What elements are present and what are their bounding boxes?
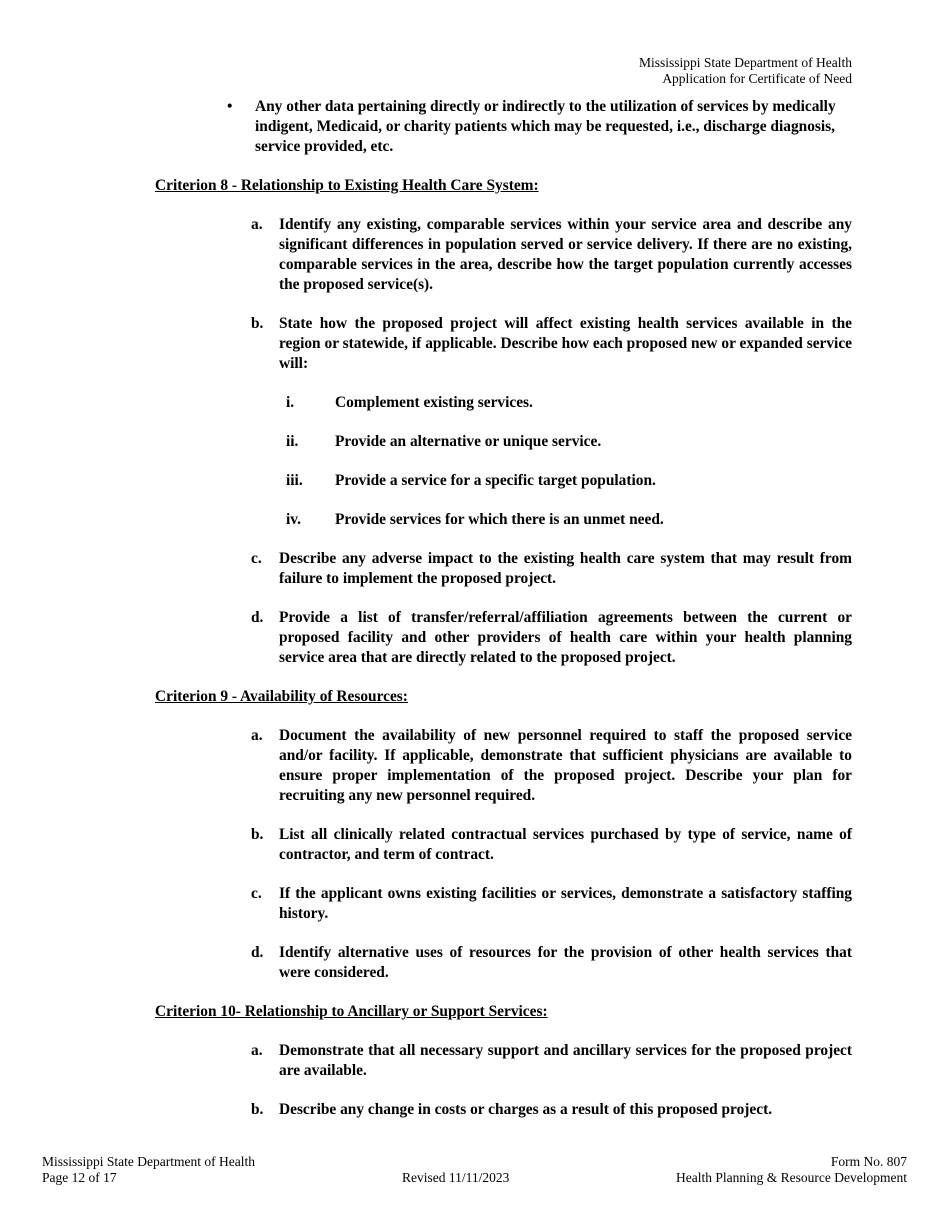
item-label: a.: [251, 727, 263, 744]
bullet-text: Any other data pertaining directly or indirectly to the utilization of services by medically indigent, Medicaid, or charity patients which may be requested, i.e., discharge diagnosis, service provided, etc.: [255, 98, 836, 155]
subitem-text: Provide an alternative or unique service.: [335, 433, 602, 450]
item-label: b.: [251, 826, 264, 843]
item-label: a.: [251, 1042, 263, 1059]
criterion-8-subitem-i: [155, 393, 852, 413]
header-form-title: Application for Certificate of Need: [662, 71, 852, 86]
subitem-text: Complement existing services.: [335, 394, 533, 411]
item-label: c.: [251, 885, 262, 902]
footer-revision-date: Revised 11/11/2023: [402, 1170, 510, 1185]
footer-left: [42, 1154, 255, 1186]
header-agency: Mississippi State Department of Health: [639, 55, 852, 70]
criterion-10-heading: Criterion 10- Relationship to Ancillary or Support Services:: [155, 1003, 548, 1020]
item-text: List all clinically related contractual services purchased by type of service, name of contractor, and term of contract.: [279, 826, 852, 863]
item-label: c.: [251, 550, 262, 567]
item-text: Provide a list of transfer/referral/affiliation agreements between the current or proposed facility and other providers of health care within your health planning service area that are directly related to the proposed project.: [279, 609, 852, 666]
criterion-10-item-b: [155, 1100, 852, 1120]
criterion-9-item-c: [155, 884, 852, 924]
criterion-8-subitem-ii: [155, 432, 852, 452]
subitem-label: iii.: [286, 472, 303, 489]
criterion-9-item-a: [155, 726, 852, 806]
criterion-8-item-c: [155, 549, 852, 589]
item-label: b.: [251, 315, 264, 332]
document-body: [155, 97, 852, 1120]
item-text: Identify alternative uses of resources for the provision of other health services that were considered.: [279, 944, 852, 981]
subitem-label: ii.: [286, 433, 299, 450]
page-header: [639, 55, 852, 87]
bullet-item: [155, 97, 852, 157]
subitem-label: iv.: [286, 511, 301, 528]
criterion-10-item-a: [155, 1041, 852, 1081]
item-label: a.: [251, 216, 263, 233]
criterion-8-heading: Criterion 8 - Relationship to Existing Health Care System:: [155, 177, 539, 194]
form-number: Form No. 807: [830, 1154, 907, 1169]
item-text: Demonstrate that all necessary support and ancillary services for the proposed project are available.: [279, 1042, 852, 1079]
footer-division: Health Planning & Resource Development: [676, 1170, 907, 1185]
criterion-9-item-b: [155, 825, 852, 865]
criterion-8-subitem-iv: [155, 510, 852, 530]
subitem-text: Provide a service for a specific target population.: [335, 472, 656, 489]
criterion-8-item-d: [155, 608, 852, 668]
item-text: Document the availability of new personnel required to staff the proposed service and/or facility. If applicable, demonstrate that sufficient physicians are available to ensure proper implementation of the proposed project. Describe your plan for recruiting any new personnel required.: [279, 727, 852, 804]
item-text: Describe any adverse impact to the existing health care system that may result from failure to implement the proposed project.: [279, 550, 852, 587]
criterion-9-item-d: [155, 943, 852, 983]
subitem-label: i.: [286, 394, 295, 411]
criterion-8-subitem-iii: [155, 471, 852, 491]
criterion-8-item-b: [155, 314, 852, 374]
item-text: Identify any existing, comparable services within your service area and describe any significant differences in population served or service delivery. If there are no existing, comparable services in the area, describe how the target population currently accesses the proposed service(s).: [279, 216, 852, 293]
item-text: Describe any change in costs or charges as a result of this proposed project.: [279, 1101, 773, 1118]
item-label: d.: [251, 944, 264, 961]
item-text: If the applicant owns existing facilities or services, demonstrate a satisfactory staffing history.: [279, 885, 852, 922]
criterion-8-item-a: [155, 215, 852, 295]
item-label: b.: [251, 1101, 264, 1118]
criterion-9-heading: Criterion 9 - Availability of Resources:: [155, 688, 408, 705]
footer-right: [676, 1154, 907, 1186]
item-label: d.: [251, 609, 264, 626]
bullet-dot: •: [227, 98, 233, 115]
page-number: Page 12 of 17: [42, 1170, 117, 1185]
footer-agency: Mississippi State Department of Health: [42, 1154, 255, 1169]
subitem-text: Provide services for which there is an unmet need.: [335, 511, 664, 528]
item-text: State how the proposed project will affect existing health services available in the region or statewide, if applicable. Describe how each proposed new or expanded service will:: [279, 315, 852, 372]
